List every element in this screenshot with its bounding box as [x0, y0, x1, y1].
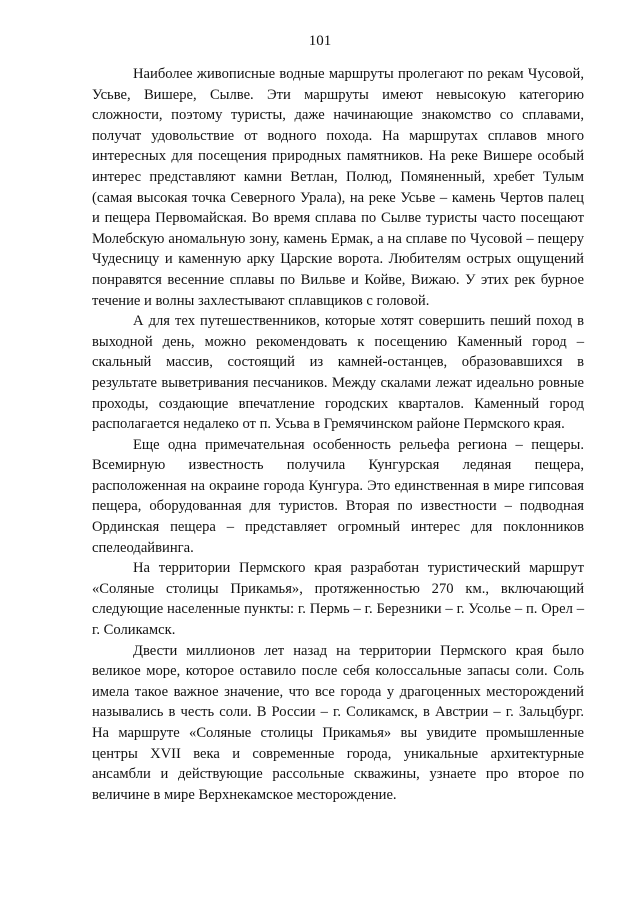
paragraph-stone-city: А для тех путешественников, которые хотят совершить пеший поход в выходной день, можно рекомендовать к посещению Каменный город – скальный массив, состоящий из камней-останцев, образовавшихся в результате выветривания песчаников. Между скалами лежат идеально ровные проходы, создающие впечатление городских кварталов. Каменный город располагается недалеко от п. Усьва в Гремячинском районе Пермского края. — [92, 313, 584, 433]
body-text — [92, 64, 584, 805]
paragraph-water-routes: Наиболее живописные водные маршруты пролегают по рекам Чусовой, Усьве, Вишере, Сылве. Эти маршруты имеют невысокую категорию сложности, поэтому туристы, даже начинающие знакомство со сплавами, получат удовольствие от водного похода. На маршрутах сплавов много интересных для посещения природных памятников. На реке Вишере особый интерес представляют камни Ветлан, Полюд, Помяненный, хребет Тулым (самая высокая точка Северного Урала), на реке Усьве – камень Чертов палец и пещера Первомайская. Во время сплава по Сылве туристы часто посещают Молебскую аномальную зону, камень Ермак, а на сплаве по Чусовой – пещеру Чудесницу и каменную арку Царские ворота. Любителям острых ощущений понравятся весенние сплавы по Вильве и Койве, Вижаю. У этих рек бурное течение и волны захлестывают сплавщиков с головой. — [92, 66, 584, 309]
paragraph-salt-history: Двести миллионов лет назад на территории Пермского края было великое море, которое оставило после себя колоссальные запасы соли. Соль имела такое важное значение, что все города у драгоценных месторождений назывались в честь соли. В России – г. Соликамск, в Австрии – г. Зальцбург. На маршруте «Соляные столицы Прикамья» вы увидите промышленные центры XVII века и современные города, уникальные архитектурные ансамбли и действующие рассольные скважины, узнаете про второе по величине в мире Верхнекамское месторождение. — [92, 642, 584, 803]
paragraph-caves: Еще одна примечательная особенность рельефа региона – пещеры. Всемирную известность получила Кунгурская ледяная пещера, расположенная на окраине города Кунгура. Это единственная в мире гипсовая пещера, оборудованная для туристов. Вторая по известности – подводная Ординская пещера – представляет огромный интерес для поклонников спелеодайвинга. — [92, 436, 584, 556]
page-number: 101 — [308, 33, 332, 49]
paragraph-salt-route: На территории Пермского края разработан туристический маршрут «Соляные столицы Прикамья», протяженностью 270 км., включающий следующие населенные пункты: г. Пермь – г. Березники – г. Усолье – п. Орел – г. Соликамск. — [92, 560, 584, 639]
